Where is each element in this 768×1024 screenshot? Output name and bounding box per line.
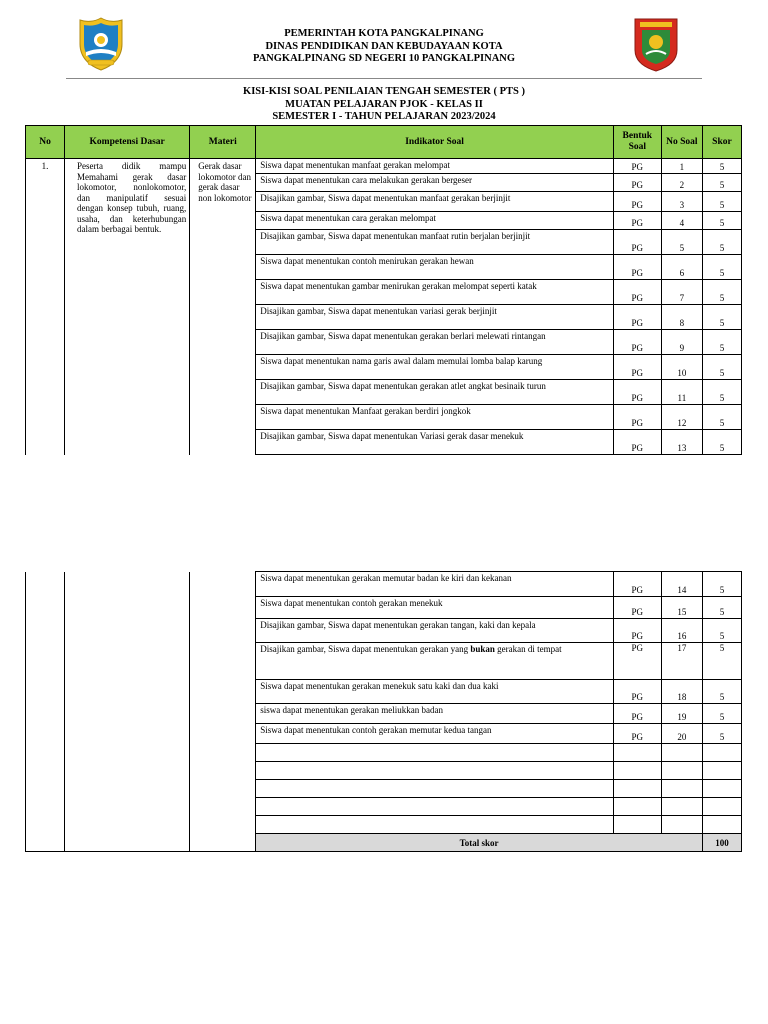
skor-cell: 5 (702, 159, 741, 174)
no-soal-cell: 16 (661, 619, 702, 643)
indikator-cell: Siswa dapat menentukan contoh gerakan menekuk (256, 597, 613, 619)
bentuk-cell: PG (613, 619, 661, 643)
no-soal-cell: 12 (661, 405, 702, 430)
empty-cell (613, 798, 661, 816)
city-emblem-icon (78, 16, 124, 72)
skor-cell: 5 (702, 212, 741, 230)
kompetensi-dasar-cell: Peserta didik mampu Memahami gerak dasar lokomotor, nonlokomotor, dan manipulatif sesuai dengan konsep tubuh, ruang, usaha, dan keterhubungan dalam berbagai bentuk. (65, 159, 190, 455)
skor-cell: 5 (702, 643, 741, 680)
empty-cell (661, 780, 702, 798)
letterhead-line-3: PANGKALPINANG SD NEGERI 10 PANGKALPINANG (252, 53, 516, 64)
total-value: 100 (702, 834, 741, 852)
bentuk-cell: PG (613, 380, 661, 405)
indikator-cell: Siswa dapat menentukan gerakan memutar badan ke kiri dan kekanan (256, 572, 613, 597)
bentuk-cell: PG (613, 704, 661, 724)
title-line-1: KISI-KISI SOAL PENILAIAN TENGAH SEMESTER ( PTS ) (243, 86, 525, 97)
materi-cell: Gerak dasar lokomotor dan gerak dasar non lokomotor (190, 159, 256, 455)
empty-cell (661, 816, 702, 834)
bentuk-cell: PG (613, 174, 661, 192)
kd-column-continuation (65, 572, 190, 852)
indikator-text-part: gerakan di tempat (494, 644, 562, 654)
indikator-cell: Disajikan gambar, Siswa dapat menentukan variasi gerak berjinjit (256, 305, 613, 330)
bentuk-cell: PG (613, 405, 661, 430)
bentuk-cell: PG (613, 680, 661, 704)
indikator-cell: Siswa dapat menentukan gerakan menekuk satu kaki dan dua kaki (256, 680, 613, 704)
kisi-kisi-table-page-1 (25, 125, 742, 455)
skor-cell: 5 (702, 330, 741, 355)
indikator-cell: Disajikan gambar, Siswa dapat menentukan manfaat gerakan berjinjit (256, 192, 613, 212)
row-number: 1. (26, 159, 65, 455)
indikator-cell: siswa dapat menentukan gerakan meliukkan badan (256, 704, 613, 724)
empty-cell (613, 762, 661, 780)
empty-cell (613, 816, 661, 834)
skor-cell: 5 (702, 704, 741, 724)
indikator-text-part: Disajikan gambar, Siswa dapat menentukan gerakan yang (260, 644, 471, 654)
empty-cell (661, 744, 702, 762)
indikator-cell: Disajikan gambar, Siswa dapat menentukan Variasi gerak dasar menekuk (256, 430, 613, 455)
skor-cell: 5 (702, 280, 741, 305)
school-emblem-icon (632, 16, 680, 72)
no-soal-cell: 3 (661, 192, 702, 212)
indikator-cell: Disajikan gambar, Siswa dapat menentukan gerakan atlet angkat besinaik turun (256, 380, 613, 405)
col-header-skor: Skor (702, 126, 741, 159)
bentuk-cell: PG (613, 643, 661, 680)
skor-cell: 5 (702, 430, 741, 455)
skor-cell: 5 (702, 305, 741, 330)
empty-cell (613, 780, 661, 798)
bentuk-cell: PG (613, 305, 661, 330)
skor-cell: 5 (702, 619, 741, 643)
indikator-cell: Siswa dapat menentukan cara gerakan melompat (256, 212, 613, 230)
no-soal-cell: 10 (661, 355, 702, 380)
empty-cell (702, 798, 741, 816)
empty-cell (661, 762, 702, 780)
bentuk-cell: PG (613, 212, 661, 230)
no-soal-cell: 5 (661, 230, 702, 255)
no-soal-cell: 8 (661, 305, 702, 330)
skor-cell: 5 (702, 380, 741, 405)
bentuk-cell: PG (613, 572, 661, 597)
col-header-materi: Materi (190, 126, 256, 159)
skor-cell: 5 (702, 192, 741, 212)
kisi-kisi-table-page-2 (25, 571, 742, 852)
indikator-cell: Disajikan gambar, Siswa dapat menentukan manfaat rutin berjalan berjinjit (256, 230, 613, 255)
table-row (26, 572, 742, 597)
bentuk-cell: PG (613, 355, 661, 380)
document-title (150, 86, 618, 124)
indikator-cell: Siswa dapat menentukan contoh gerakan memutar kedua tangan (256, 724, 613, 744)
no-soal-cell: 7 (661, 280, 702, 305)
skor-cell: 5 (702, 355, 741, 380)
empty-cell (702, 816, 741, 834)
letterhead-line-1: PEMERINTAH KOTA PANGKALPINANG (284, 28, 484, 39)
no-column-continuation (26, 572, 65, 852)
indikator-cell: Siswa dapat menentukan gambar menirukan gerakan melompat seperti katak (256, 280, 613, 305)
letterhead-line-2: DINAS PENDIDIKAN DAN KEBUDAYAAN KOTA (265, 40, 503, 52)
indikator-cell: Siswa dapat menentukan Manfaat gerakan berdiri jongkok (256, 405, 613, 430)
bentuk-cell: PG (613, 430, 661, 455)
bentuk-cell: PG (613, 159, 661, 174)
empty-cell (256, 744, 613, 762)
letterhead-divider (66, 78, 702, 79)
empty-cell (661, 798, 702, 816)
skor-cell: 5 (702, 572, 741, 597)
col-header-no: No (26, 126, 65, 159)
indikator-emphasis: bukan (470, 644, 495, 654)
col-header-indikator: Indikator Soal (256, 126, 613, 159)
no-soal-cell: 17 (661, 643, 702, 680)
no-soal-cell: 18 (661, 680, 702, 704)
skor-cell: 5 (702, 597, 741, 619)
bentuk-cell: PG (613, 330, 661, 355)
no-soal-cell: 19 (661, 704, 702, 724)
bentuk-cell: PG (613, 280, 661, 305)
no-soal-cell: 4 (661, 212, 702, 230)
no-soal-cell: 1 (661, 159, 702, 174)
skor-cell: 5 (702, 230, 741, 255)
no-soal-cell: 14 (661, 572, 702, 597)
empty-cell (702, 744, 741, 762)
indikator-cell: Siswa dapat menentukan cara melakukan gerakan bergeser (256, 174, 613, 192)
no-soal-cell: 6 (661, 255, 702, 280)
empty-cell (702, 762, 741, 780)
bentuk-cell: PG (613, 192, 661, 212)
table-row (26, 159, 742, 174)
no-soal-cell: 15 (661, 597, 702, 619)
empty-cell (613, 744, 661, 762)
no-soal-cell: 13 (661, 430, 702, 455)
empty-cell (256, 762, 613, 780)
skor-cell: 5 (702, 724, 741, 744)
indikator-cell: Siswa dapat menentukan contoh menirukan gerakan hewan (256, 255, 613, 280)
empty-cell (702, 780, 741, 798)
bentuk-cell: PG (613, 597, 661, 619)
materi-column-continuation (190, 572, 256, 852)
indikator-cell: Disajikan gambar, Siswa dapat menentukan gerakan berlari melewati rintangan (256, 330, 613, 355)
table-header-row (26, 126, 742, 159)
no-soal-cell: 9 (661, 330, 702, 355)
no-soal-cell: 20 (661, 724, 702, 744)
indikator-cell (256, 643, 613, 680)
title-line-3: SEMESTER I - TAHUN PELAJARAN 2023/2024 (272, 111, 496, 122)
skor-cell: 5 (702, 174, 741, 192)
empty-cell (256, 798, 613, 816)
letterhead (180, 28, 588, 66)
col-header-bentuk-soal: Bentuk Soal (613, 126, 661, 159)
skor-cell: 5 (702, 255, 741, 280)
empty-cell (256, 816, 613, 834)
indikator-cell: Siswa dapat menentukan manfaat gerakan melompat (256, 159, 613, 174)
title-line-2: MUATAN PELAJARAN PJOK - KELAS II (285, 98, 483, 110)
bentuk-cell: PG (613, 230, 661, 255)
col-header-kompetensi-dasar: Kompetensi Dasar (65, 126, 190, 159)
empty-cell (256, 780, 613, 798)
skor-cell: 5 (702, 680, 741, 704)
skor-cell: 5 (702, 405, 741, 430)
indikator-cell: Disajikan gambar, Siswa dapat menentukan gerakan tangan, kaki dan kepala (256, 619, 613, 643)
total-label: Total skor (256, 834, 703, 852)
no-soal-cell: 2 (661, 174, 702, 192)
col-header-no-soal: No Soal (661, 126, 702, 159)
bentuk-cell: PG (613, 255, 661, 280)
indikator-cell: Siswa dapat menentukan nama garis awal dalam memulai lomba balap karung (256, 355, 613, 380)
bentuk-cell: PG (613, 724, 661, 744)
no-soal-cell: 11 (661, 380, 702, 405)
